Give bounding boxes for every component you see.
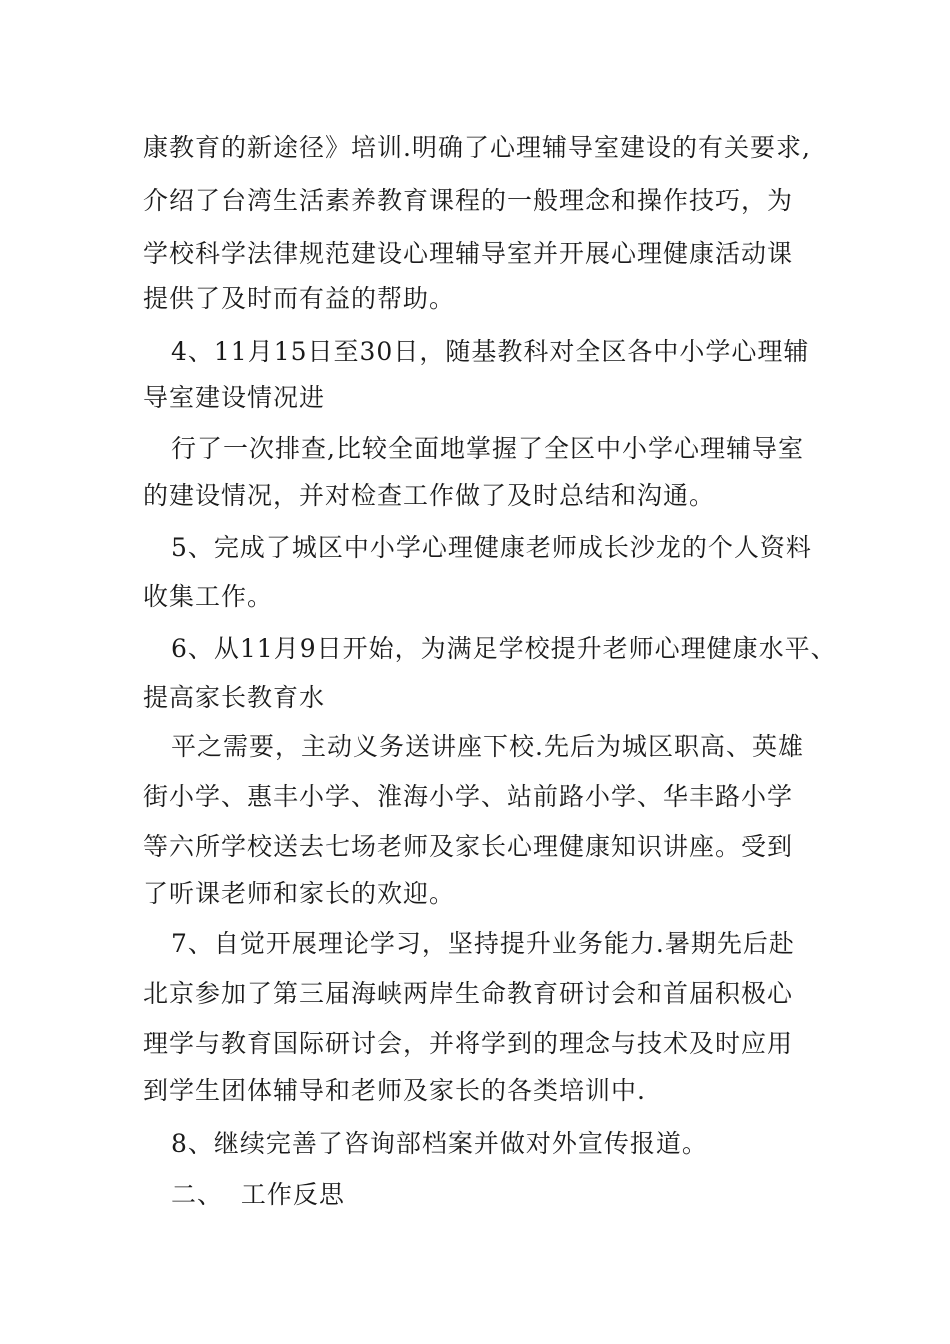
text-line: 6、从11月9日开始，为满足学校提升老师心理健康水平、 [171, 634, 837, 663]
text-line: 理学与教育国际研讨会，并将学到的理念与技术及时应用 [143, 1029, 794, 1058]
text-line: 提供了及时而有益的帮助。 [143, 284, 456, 313]
text-line: 4、11月15日至30日，随基教科对全区各中小学心理辅 [171, 337, 810, 366]
text-line: 平之需要，主动义务送讲座下校.先后为城区职高、英雄 [171, 732, 804, 761]
text-line: 行了一次排查,比较全面地掌握了全区中小学心理辅导室 [171, 434, 804, 463]
text-line: 街小学、惠丰小学、淮海小学、站前路小学、华丰路小学 [143, 782, 794, 811]
text-line: 收集工作。 [143, 582, 274, 611]
text-line: 导室建设情况进 [143, 383, 326, 412]
text-line: 8、继续完善了咨询部档案并做对外宣传报道。 [171, 1129, 708, 1158]
text-line: 7、自觉开展理论学习，坚持提升业务能力.暑期先后赴 [171, 929, 795, 958]
text-line: 等六所学校送去七场老师及家长心理健康知识讲座。受到 [143, 832, 794, 861]
text-line: 5、完成了城区中小学心理健康老师成长沙龙的个人资料 [171, 533, 812, 562]
section-heading: 二、 工作反思 [171, 1180, 345, 1209]
text-line: 学校科学法律规范建设心理辅导室并开展心理健康活动课 [143, 239, 794, 268]
text-line: 北京参加了第三届海峡两岸生命教育研讨会和首届积极心 [143, 979, 794, 1008]
text-line: 介绍了台湾生活素养教育课程的一般理念和操作技巧，为 [143, 186, 794, 215]
text-line: 的建设情况，并对检查工作做了及时总结和沟通。 [143, 481, 716, 510]
text-line: 康教育的新途径》培训.明确了心理辅导室建设的有关要求, [143, 133, 811, 162]
text-line: 到学生团体辅导和老师及家长的各类培训中. [143, 1076, 646, 1105]
text-line: 提高家长教育水 [143, 683, 326, 712]
text-line: 了听课老师和家长的欢迎。 [143, 879, 456, 908]
